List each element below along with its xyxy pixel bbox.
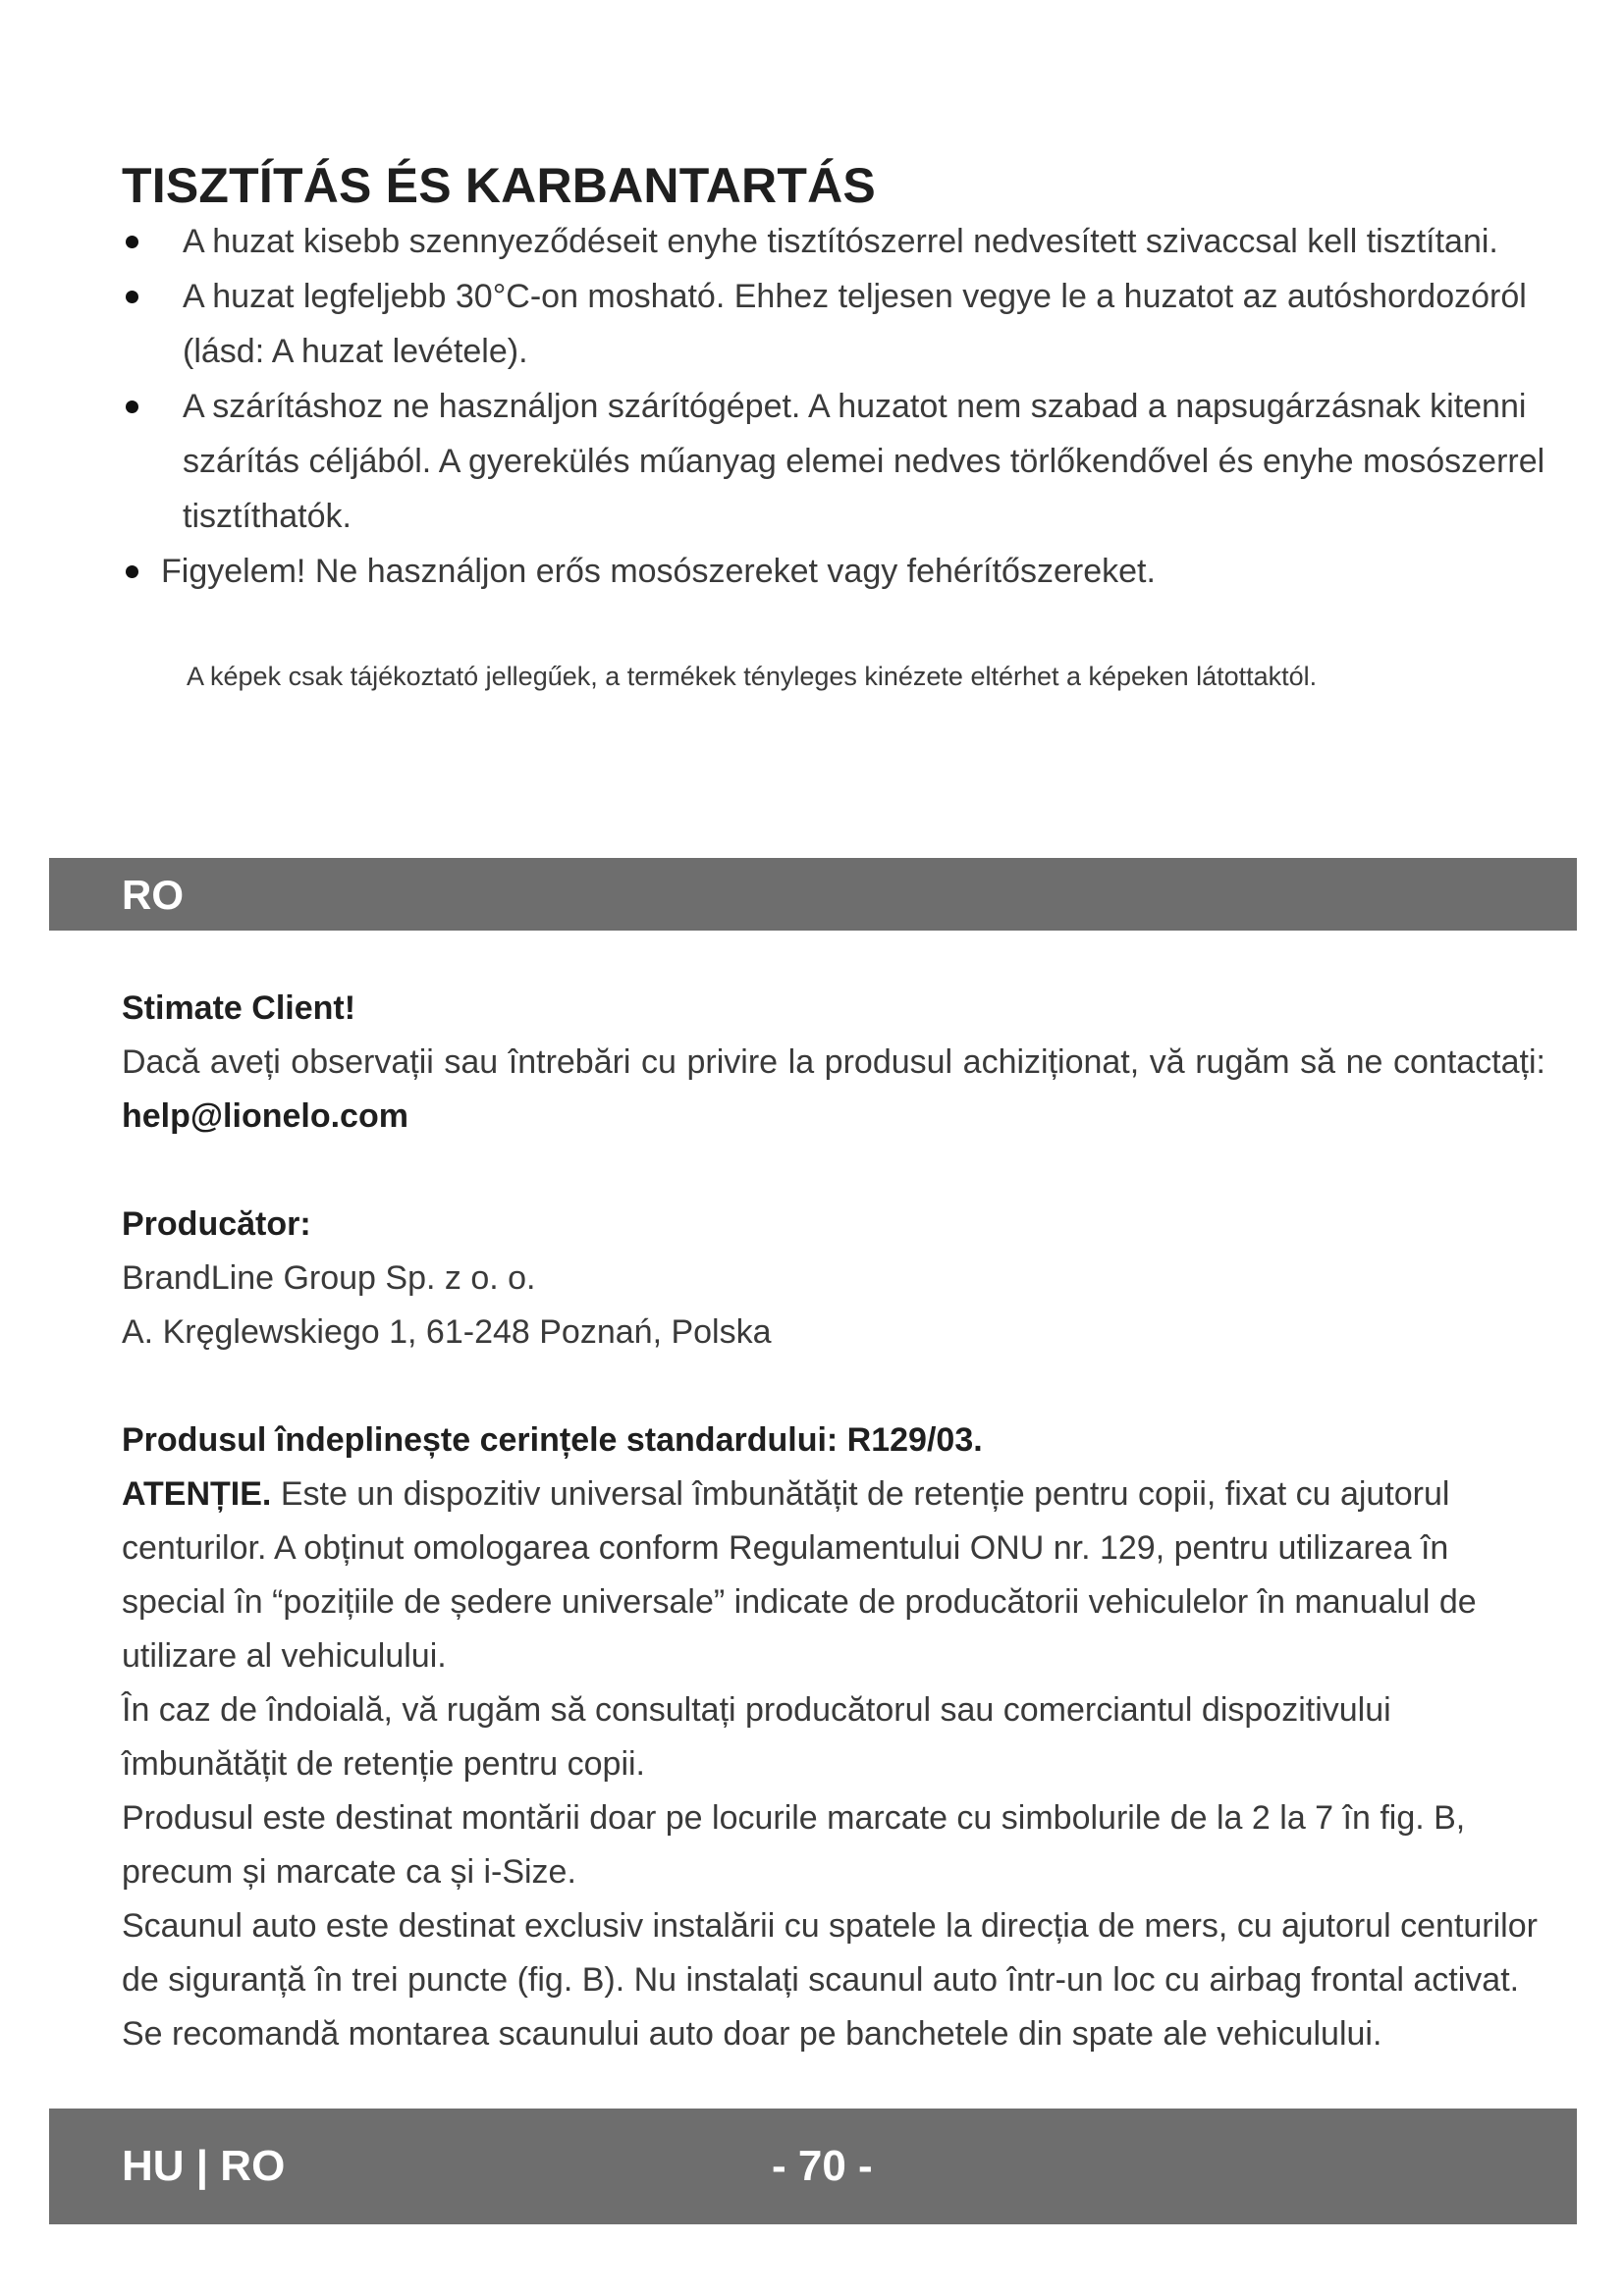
contact-text: Dacă aveți observații sau întrebări cu privire la produsul achiziționat, vă rugăm să ne contactați: bbox=[122, 1043, 1545, 1081]
list-item: A huzat kisebb szennyeződéseit enyhe tisztítószerrel nedvesített szivaccsal kell tisztítani. bbox=[122, 214, 1565, 269]
mounting-paragraph: Produsul este destinat montării doar pe locurile marcate cu simbolurile de la 2 la 7 în fig. B, precum și marcate ca și i-Size. bbox=[122, 1799, 1466, 1891]
language-label: RO bbox=[122, 872, 184, 918]
list-item: A huzat legfeljebb 30°C-on mosható. Ehhez teljesen vegye le a huzatot az autóshordozóról (lásd: A huzat levétele). bbox=[122, 269, 1565, 379]
image-disclaimer: A képek csak tájékoztató jellegűek, a termékek tényleges kinézete eltérhet a képeken látottaktól. bbox=[187, 662, 1318, 691]
greeting: Stimate Client! bbox=[122, 989, 356, 1027]
producer-name: BrandLine Group Sp. z o. o. bbox=[122, 1259, 536, 1297]
language-section-bar bbox=[49, 858, 1577, 931]
page-title: TISZTÍTÁS ÉS KARBANTARTÁS bbox=[122, 158, 876, 213]
installation-paragraph: Scaunul auto este destinat exclusiv instalării cu spatele la direcția de mers, cu ajutorul centurilor de siguranță în trei puncte (fig. B). Nu instalați scaunul auto într-un loc cu airbag frontal activat. Se recomandă montarea scaunului auto doar pe banchetele din spate ale vehiculului. bbox=[122, 1907, 1538, 2053]
footer-languages: HU | RO bbox=[122, 2142, 286, 2190]
producer-heading: Producător: bbox=[122, 1205, 311, 1243]
attention-label: ATENȚIE. bbox=[122, 1475, 272, 1513]
attention-paragraph bbox=[122, 1468, 1545, 1683]
list-item: Figyelem! Ne használjon erős mosószereket vagy fehérítőszereket. bbox=[122, 544, 1565, 599]
page-number: - 70 - bbox=[772, 2142, 873, 2190]
doubt-paragraph: În caz de îndoială, vă rugăm să consultați producătorul sau comerciantul dispozitivului îmbunătățit de retenție pentru copii. bbox=[122, 1691, 1391, 1783]
footer-bar bbox=[49, 2109, 1577, 2224]
attention-text: Este un dispozitiv universal îmbunătățit de retenție pentru copii, fixat cu ajutorul centurilor. A obținut omologarea conform Regulamentului ONU nr. 129, pentru utilizarea în special în “pozițiile de ședere universale” indicate de producătorii vehiculelor în manualul de utilizare al vehiculului. bbox=[122, 1475, 1477, 1675]
contact-paragraph bbox=[122, 1036, 1545, 1144]
list-item: A szárításhoz ne használjon szárítógépet. A huzatot nem szabad a napsugárzásnak kitenni szárítás céljából. A gyerekülés műanyag elemei nedves törlőkendővel és enyhe mosószerrel tisztíthatók. bbox=[122, 379, 1565, 544]
ro-content bbox=[122, 982, 1545, 2061]
cleaning-instructions-list bbox=[122, 214, 1565, 599]
producer-address: A. Kręglewskiego 1, 61-248 Poznań, Polska bbox=[122, 1313, 772, 1351]
contact-email-link[interactable]: help@lionelo.com bbox=[122, 1097, 408, 1135]
standard-heading: Produsul îndeplinește cerințele standardului: R129/03. bbox=[122, 1421, 983, 1459]
